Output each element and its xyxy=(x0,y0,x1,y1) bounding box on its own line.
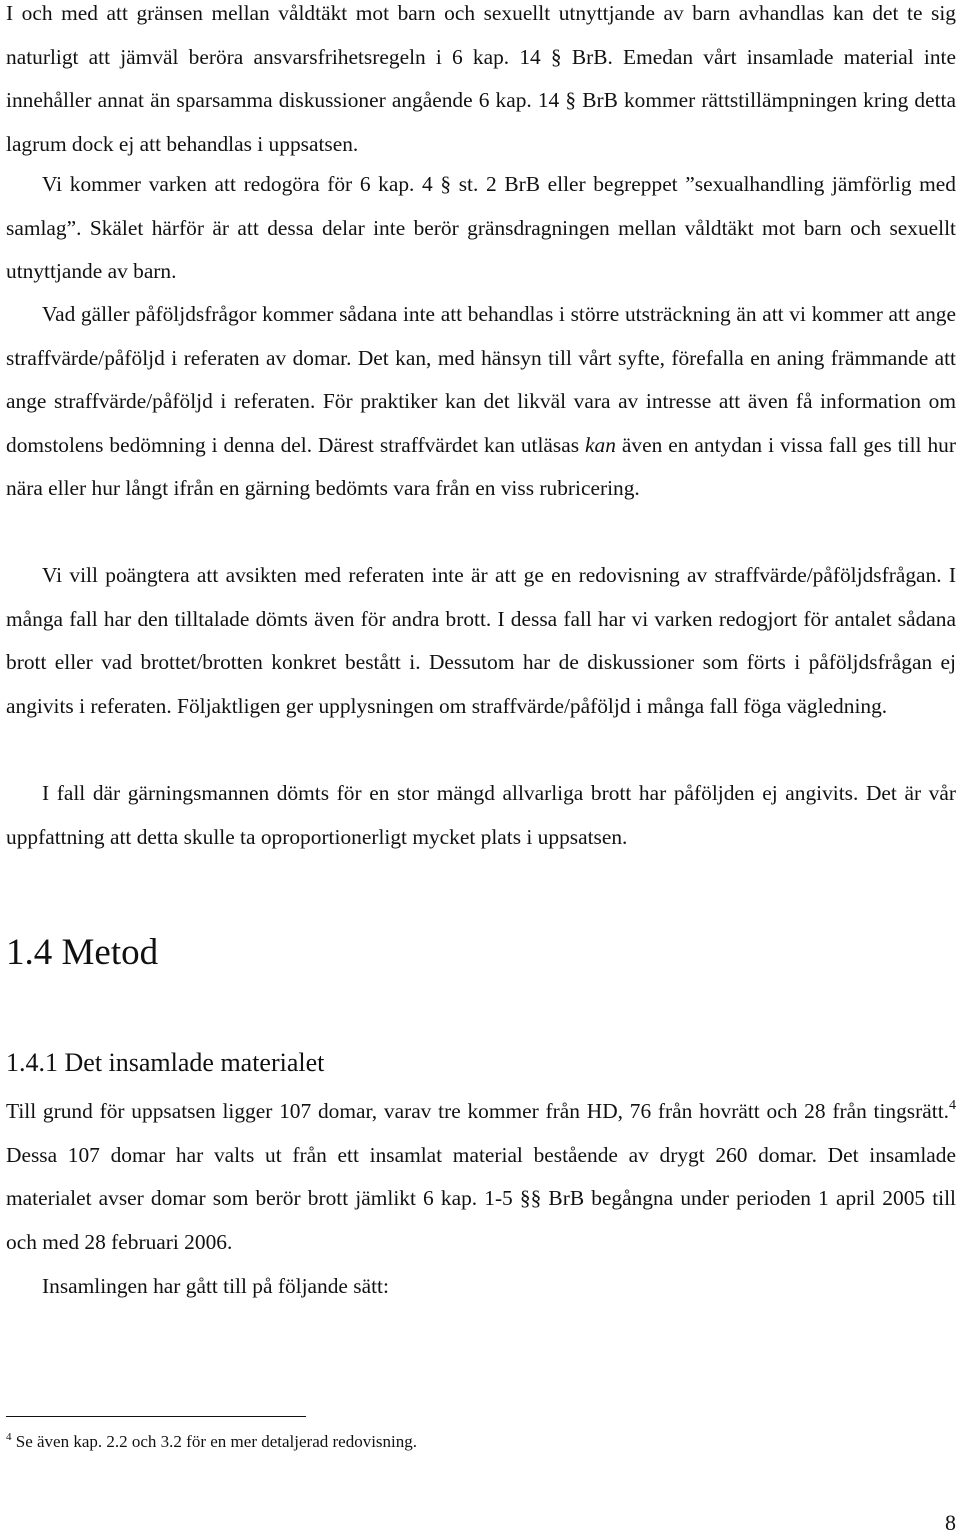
footnote xyxy=(6,1428,417,1456)
paragraph-text: Dessa 107 domar har valts ut från ett insamlat material bestående av drygt 260 domar. Det insamlade materialet avser domar som berör brott jämlikt 6 kap. 1-5 §§ BrB begångna under perioden 1 april 2005 till och med 28 februari 2006. xyxy=(6,1142,956,1254)
emphasis-text: kan xyxy=(585,432,616,457)
paragraph-referaten: Vi vill poängtera att avsikten med referaten inte är att ge en redovisning av straffvärde/påföljdsfrågan. I många fall har den tilltalade dömts även för andra brott. I dessa fall har vi varken redogjort för antalet sådana brott eller vad brottet/brotten konkret bestått i. Dessutom har de diskussioner som förts i påföljdsfrågan ej angivits i referaten. Följaktligen ger upplysningen om straffvärde/påföljd i många fall föga vägledning. xyxy=(6,563,956,718)
paragraph-text: Vad gäller påföljdsfrågor kommer sådana inte att behandlas i större utsträckning än att vi kommer att ange straffvärde/påföljd i referaten av domar. Det kan, med hänsyn till vårt syfte, förefalla en aning främmande att ange straffvärde/påföljd i referaten. För praktiker kan det likväl vara av intresse att även få information om domstolens bedömning i denna del. Därest straffvärdet kan utläsas xyxy=(6,302,956,457)
page-number: 8 xyxy=(945,1510,956,1535)
paragraph-pafoljdsfragor xyxy=(6,293,956,511)
section-heading: 1.4 Metod xyxy=(6,932,159,973)
footnote-text: Se även kap. 2.2 och 3.2 för en mer detaljerad redovisning. xyxy=(11,1432,418,1451)
paragraph-ansvarsfrihetsregeln: I och med att gränsen mellan våldtäkt mot barn och sexuellt utnyttjande av barn avhandlas kan det te sig naturligt att jämväl beröra ansvarsfrihetsregeln i 6 kap. 14 § BrB. Emedan vårt insamlade material inte innehåller annat än sparsamma diskussioner angående 6 kap. 14 § BrB kommer rättstillämpningen kring detta lagrum dock ej att behandlas i uppsatsen. xyxy=(6,1,956,156)
subsection-heading: 1.4.1 Det insamlade materialet xyxy=(6,1048,325,1077)
paragraph-insamlade-materialet xyxy=(6,1090,956,1264)
paragraph-insamlingen: Insamlingen har gått till på följande sätt: xyxy=(42,1274,389,1298)
footnote-number: 4 xyxy=(6,1431,12,1443)
paragraph-text: Till grund för uppsatsen ligger 107 domar, varav tre kommer från HD, 76 från hovrätt och 28 från tingsrätt. xyxy=(6,1099,949,1123)
paragraph-text: även en antydan i vissa fall ges till hur nära eller hur långt ifrån en gärning bedömts vara från en viss rubricering. xyxy=(6,432,956,501)
footnote-reference[interactable]: 4 xyxy=(949,1098,956,1113)
paragraph-sexualhandling: Vi kommer varken att redogöra för 6 kap. 4 § st. 2 BrB eller begreppet ”sexualhandling jämförlig med samlag”. Skälet härför är att dessa delar inte berör gränsdragningen mellan våldtäkt mot barn och sexuellt utnyttjande av barn. xyxy=(6,172,956,284)
paragraph-allvarliga-brott: I fall där gärningsmannen dömts för en stor mängd allvarliga brott har påföljden ej angivits. Det är vår uppfattning att detta skulle ta oproportionerligt mycket plats i uppsatsen. xyxy=(6,781,956,849)
footnote-separator xyxy=(6,1416,306,1417)
